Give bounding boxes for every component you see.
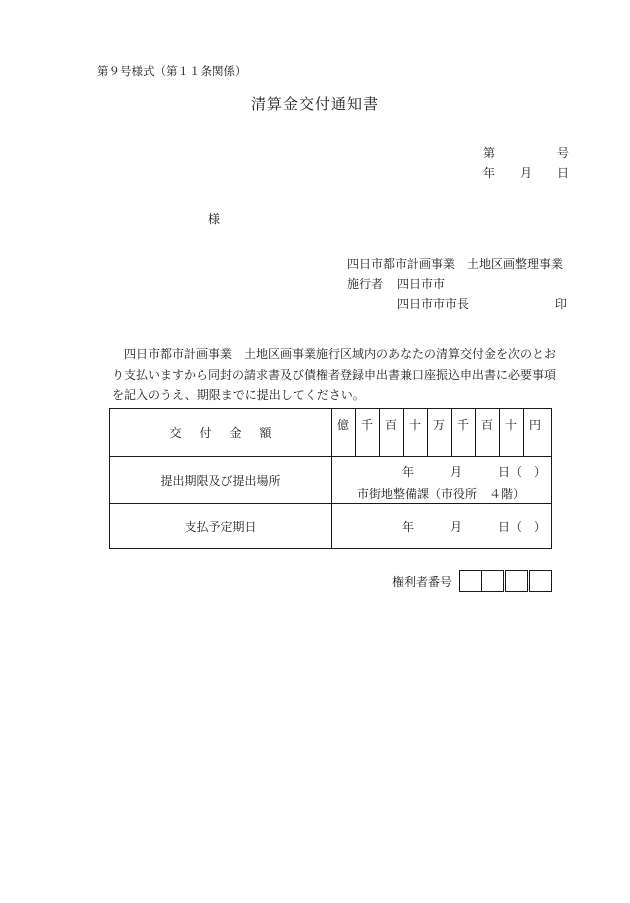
digit-unit: 千	[456, 418, 469, 432]
payment-date: 年 月 日（ ）	[402, 520, 547, 534]
digit-divider	[451, 409, 452, 456]
deadline-date: 年 月 日（ ）	[402, 465, 547, 479]
digit-divider	[499, 409, 500, 456]
digit-unit: 百	[480, 418, 493, 432]
digit-divider	[355, 409, 356, 456]
executor-name: 四日市市	[397, 277, 446, 291]
issuer-mayor: 四日市市市長	[397, 297, 470, 311]
form-number: 第９号様式（第１１条関係）	[97, 64, 247, 78]
digit-unit: 千	[360, 418, 373, 432]
doc-number-prefix: 第	[483, 146, 496, 160]
deadline-label: 提出期限及び提出場所	[160, 474, 281, 488]
body-line-3: を記入のうえ、期限までに提出してください。	[112, 388, 365, 402]
digit-divider	[379, 409, 380, 456]
rights-holder-label: 権利者番号	[392, 575, 453, 589]
digit-divider	[475, 409, 476, 456]
digit-unit: 円	[528, 418, 541, 432]
rights-holder-digit-box[interactable]	[459, 570, 482, 592]
digit-unit: 百	[384, 418, 397, 432]
payment-date-label: 支払予定期日	[184, 520, 257, 534]
amount-label: 交付金額	[169, 426, 290, 440]
payment-table	[109, 408, 552, 549]
digit-divider	[427, 409, 428, 456]
doc-number-suffix: 号	[557, 146, 570, 160]
body-line-1: 四日市都市計画事業 土地区画事業施行区域内のあなたの清算交付金を次のとお	[124, 347, 557, 361]
body-line-2: り支払いますから同封の請求書及び債権者登録申出書兼口座振込申出書に必要事項	[112, 367, 557, 382]
digit-unit: 十	[504, 418, 517, 432]
date-month: 月	[520, 166, 533, 180]
notice-body	[112, 344, 572, 406]
rights-holder-digit-box[interactable]	[481, 570, 504, 592]
issuer-project: 四日市都市計画事業 土地区画整理事業	[347, 257, 564, 271]
addressee-suffix: 様	[208, 212, 221, 226]
digit-unit: 億	[336, 418, 349, 432]
date-day: 日	[557, 166, 570, 180]
rights-holder-digit-box[interactable]	[529, 570, 552, 592]
digit-divider	[403, 409, 404, 456]
executor-label: 施行者	[347, 277, 384, 291]
seal-mark: 印	[555, 297, 568, 311]
date-year: 年	[483, 166, 496, 180]
deadline-place: 市街地整備課（市役所 ４階）	[357, 487, 526, 501]
digit-unit: 万	[432, 418, 445, 432]
digit-unit: 十	[408, 418, 421, 432]
document-title: 清算金交付通知書	[250, 95, 379, 113]
rights-holder-digit-box[interactable]	[505, 570, 528, 592]
digit-divider	[523, 409, 524, 456]
